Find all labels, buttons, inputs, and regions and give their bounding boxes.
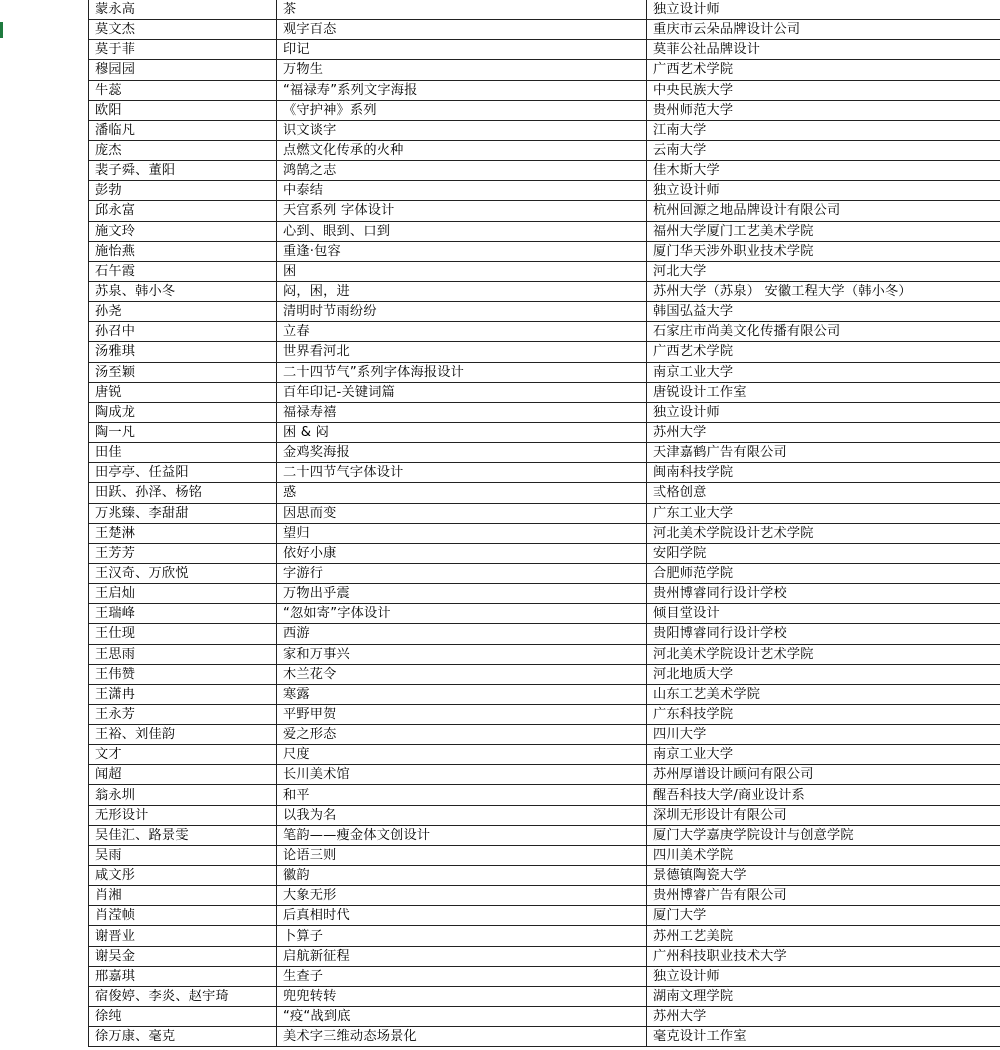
table-row [89, 805, 1000, 825]
organization-cell[interactable]: 河北美术学院设计艺术学院 [647, 644, 1000, 664]
name-cell[interactable]: 无形设计 [89, 805, 277, 825]
organization-cell[interactable]: 天津嘉鹤广告有限公司 [647, 443, 1000, 463]
name-cell[interactable]: 万兆臻、李甜甜 [89, 503, 277, 523]
name-cell[interactable]: 宿俊婷、李炎、赵宇琦 [89, 986, 277, 1006]
organization-cell[interactable]: 贵阳博睿同行设计学校 [647, 624, 1000, 644]
name-cell[interactable]: 吴雨 [89, 845, 277, 865]
work-title-cell[interactable]: 万物出乎震 [277, 584, 647, 604]
work-title-cell[interactable]: 清明时节雨纷纷 [277, 302, 647, 322]
name-cell[interactable]: 穆园园 [89, 60, 277, 80]
table-row [89, 906, 1000, 926]
table-row [89, 725, 1000, 745]
work-title-cell[interactable]: 平野甲贺 [277, 704, 647, 724]
organization-cell[interactable]: 南京工业大学 [647, 362, 1000, 382]
work-title-cell[interactable]: 依好小康 [277, 543, 647, 563]
organization-cell[interactable]: 河北美术学院设计艺术学院 [647, 523, 1000, 543]
organization-cell[interactable]: 河北大学 [647, 261, 1000, 281]
work-title-cell[interactable]: “疫“战到底 [277, 1007, 647, 1027]
organization-cell[interactable]: 四川美术学院 [647, 845, 1000, 865]
work-title-cell[interactable]: 二十四节气”系列字体海报设计 [277, 362, 647, 382]
table-row [89, 140, 1000, 160]
organization-cell[interactable]: 独立设计师 [647, 181, 1000, 201]
work-title-cell[interactable]: 困 [277, 261, 647, 281]
name-cell[interactable]: 王仕现 [89, 624, 277, 644]
work-title-cell[interactable]: 百年印记-关键词篇 [277, 382, 647, 402]
work-title-cell[interactable]: 家和万事兴 [277, 644, 647, 664]
name-cell[interactable]: 咸文彤 [89, 866, 277, 886]
table-row [89, 604, 1000, 624]
organization-cell[interactable]: 重庆市云朵品牌设计公司 [647, 20, 1000, 40]
name-cell[interactable]: 石午霞 [89, 261, 277, 281]
organization-cell[interactable]: 贵州博睿广告有限公司 [647, 886, 1000, 906]
table-row [89, 241, 1000, 261]
active-row-marker [0, 22, 3, 38]
name-cell[interactable]: 邱永富 [89, 201, 277, 221]
name-cell[interactable]: 蒙永高 [89, 0, 277, 20]
table-row [89, 181, 1000, 201]
work-title-cell[interactable]: 笔韵——瘦金体文创设计 [277, 825, 647, 845]
table-row [89, 281, 1000, 301]
work-title-cell[interactable]: 长川美术馆 [277, 765, 647, 785]
work-title-cell[interactable]: 和平 [277, 785, 647, 805]
table-body [89, 0, 1000, 1047]
table-row [89, 40, 1000, 60]
table-row [89, 704, 1000, 724]
table-row [89, 221, 1000, 241]
organization-cell[interactable]: 福州大学厦门工艺美术学院 [647, 221, 1000, 241]
name-cell[interactable]: 潘临凡 [89, 120, 277, 140]
table-row [89, 463, 1000, 483]
name-cell[interactable]: 闻超 [89, 765, 277, 785]
work-title-cell[interactable]: 字游行 [277, 563, 647, 583]
name-cell[interactable]: 徐纯 [89, 1007, 277, 1027]
name-cell[interactable]: 王永芳 [89, 704, 277, 724]
organization-cell[interactable]: 苏州工艺美院 [647, 926, 1000, 946]
table-row [89, 825, 1000, 845]
organization-cell[interactable]: 唐锐设计工作室 [647, 382, 1000, 402]
organization-cell[interactable]: 弎格创意 [647, 483, 1000, 503]
name-cell[interactable]: 汤雅琪 [89, 342, 277, 362]
organization-cell[interactable]: 河北地质大学 [647, 664, 1000, 684]
work-title-cell[interactable]: 福禄寿禧 [277, 402, 647, 422]
work-title-cell[interactable]: 心到、眼到、口到 [277, 221, 647, 241]
name-cell[interactable]: 唐锐 [89, 382, 277, 402]
name-cell[interactable]: 施怡燕 [89, 241, 277, 261]
name-cell[interactable]: 牛蕊 [89, 80, 277, 100]
work-title-cell[interactable]: “福禄寿”系列文字海报 [277, 80, 647, 100]
name-cell[interactable]: 陶一凡 [89, 422, 277, 442]
name-cell[interactable]: 王瑞峰 [89, 604, 277, 624]
table-row [89, 845, 1000, 865]
organization-cell[interactable]: 广西艺术学院 [647, 60, 1000, 80]
name-cell[interactable]: 田亭亭、任益阳 [89, 463, 277, 483]
name-cell[interactable]: 莫于菲 [89, 40, 277, 60]
name-cell[interactable]: 王裕、刘佳韵 [89, 725, 277, 745]
work-title-cell[interactable]: 徽韵 [277, 866, 647, 886]
table-row [89, 483, 1000, 503]
table-row [89, 402, 1000, 422]
work-title-cell[interactable]: 兜兜转转 [277, 986, 647, 1006]
table-row [89, 966, 1000, 986]
organization-cell[interactable]: 湖南文理学院 [647, 986, 1000, 1006]
table-row [89, 443, 1000, 463]
table-row [89, 584, 1000, 604]
name-cell[interactable]: 田跃、孙泽、杨铭 [89, 483, 277, 503]
name-cell[interactable]: 莫文杰 [89, 20, 277, 40]
name-cell[interactable]: 翁永圳 [89, 785, 277, 805]
organization-cell[interactable]: 江南大学 [647, 120, 1000, 140]
table-row [89, 684, 1000, 704]
organization-cell[interactable]: 广东工业大学 [647, 503, 1000, 523]
organization-cell[interactable]: 四川大学 [647, 725, 1000, 745]
name-cell[interactable]: 王潇冉 [89, 684, 277, 704]
table-row [89, 765, 1000, 785]
work-title-cell[interactable]: 金鸡奖海报 [277, 443, 647, 463]
work-title-cell[interactable]: 茶 [277, 0, 647, 20]
work-title-cell[interactable]: 点燃文化传承的火种 [277, 140, 647, 160]
work-title-cell[interactable]: 闷，困，进 [277, 281, 647, 301]
work-title-cell[interactable]: 尺度 [277, 745, 647, 765]
work-title-cell[interactable]: 印记 [277, 40, 647, 60]
table-row [89, 0, 1000, 20]
work-title-cell[interactable]: 重逢·包容 [277, 241, 647, 261]
organization-cell[interactable]: 南京工业大学 [647, 745, 1000, 765]
work-title-cell[interactable]: 生查子 [277, 966, 647, 986]
name-cell[interactable]: 邢嘉琪 [89, 966, 277, 986]
work-title-cell[interactable]: 万物生 [277, 60, 647, 80]
organization-cell[interactable]: 厦门大学 [647, 906, 1000, 926]
work-title-cell[interactable]: 西游 [277, 624, 647, 644]
table-row [89, 342, 1000, 362]
work-title-cell[interactable]: 美术字三维动态场景化 [277, 1027, 647, 1047]
organization-cell[interactable]: 深圳无形设计有限公司 [647, 805, 1000, 825]
organization-cell[interactable]: 广州科技职业技术大学 [647, 946, 1000, 966]
organization-cell[interactable]: 佳木斯大学 [647, 161, 1000, 181]
work-title-cell[interactable]: 木兰花令 [277, 664, 647, 684]
table-row [89, 1027, 1000, 1047]
name-cell[interactable]: 欧阳 [89, 100, 277, 120]
name-cell[interactable]: 肖滢帧 [89, 906, 277, 926]
table-row [89, 422, 1000, 442]
participant-table [88, 0, 1000, 1047]
organization-cell[interactable]: 广西艺术学院 [647, 342, 1000, 362]
organization-cell[interactable]: 安阳学院 [647, 543, 1000, 563]
name-cell[interactable]: 谢吴金 [89, 946, 277, 966]
name-cell[interactable]: 庞杰 [89, 140, 277, 160]
table-row [89, 644, 1000, 664]
table-row [89, 60, 1000, 80]
organization-cell[interactable]: 韩国弘益大学 [647, 302, 1000, 322]
work-title-cell[interactable]: “忽如寄”字体设计 [277, 604, 647, 624]
name-cell[interactable]: 王汉奇、万欣悦 [89, 563, 277, 583]
work-title-cell[interactable]: 天宫系列 字体设计 [277, 201, 647, 221]
work-title-cell[interactable]: 后真相时代 [277, 906, 647, 926]
table-row [89, 745, 1000, 765]
table-row [89, 161, 1000, 181]
organization-cell[interactable]: 广东科技学院 [647, 704, 1000, 724]
work-title-cell[interactable]: 观字百态 [277, 20, 647, 40]
work-title-cell[interactable]: 因思而变 [277, 503, 647, 523]
name-cell[interactable]: 陶成龙 [89, 402, 277, 422]
name-cell[interactable]: 吴佳汇、路景雯 [89, 825, 277, 845]
table-row [89, 523, 1000, 543]
organization-cell[interactable]: 山东工艺美术学院 [647, 684, 1000, 704]
work-title-cell[interactable]: 中泰结 [277, 181, 647, 201]
name-cell[interactable]: 王启灿 [89, 584, 277, 604]
organization-cell[interactable]: 醒吾科技大学/商业设计系 [647, 785, 1000, 805]
table-row [89, 624, 1000, 644]
organization-cell[interactable]: 苏州大学（苏泉） 安徽工程大学（韩小冬） [647, 281, 1000, 301]
organization-cell[interactable]: 苏州大学 [647, 1007, 1000, 1027]
table-row [89, 261, 1000, 281]
organization-cell[interactable]: 云南大学 [647, 140, 1000, 160]
name-cell[interactable]: 彭勃 [89, 181, 277, 201]
work-title-cell[interactable]: 爱之形态 [277, 725, 647, 745]
work-title-cell[interactable]: 论语三则 [277, 845, 647, 865]
organization-cell[interactable]: 贵州师范大学 [647, 100, 1000, 120]
organization-cell[interactable]: 莫菲公社品牌设计 [647, 40, 1000, 60]
work-title-cell[interactable]: 卜算子 [277, 926, 647, 946]
name-cell[interactable]: 王芳芳 [89, 543, 277, 563]
name-cell[interactable]: 王伟赞 [89, 664, 277, 684]
name-cell[interactable]: 文才 [89, 745, 277, 765]
table-row [89, 503, 1000, 523]
work-title-cell[interactable]: 识文谈字 [277, 120, 647, 140]
organization-cell[interactable]: 厦门华天涉外职业技术学院 [647, 241, 1000, 261]
name-cell[interactable]: 王楚淋 [89, 523, 277, 543]
work-title-cell[interactable]: 鸿鹄之志 [277, 161, 647, 181]
name-cell[interactable]: 谢晋业 [89, 926, 277, 946]
table-row [89, 20, 1000, 40]
work-title-cell[interactable]: 立春 [277, 322, 647, 342]
work-title-cell[interactable]: 二十四节气字体设计 [277, 463, 647, 483]
table-row [89, 201, 1000, 221]
table-row [89, 946, 1000, 966]
table-row [89, 866, 1000, 886]
organization-cell[interactable]: 苏州厚谱设计顾问有限公司 [647, 765, 1000, 785]
table-row [89, 120, 1000, 140]
table-row [89, 80, 1000, 100]
table-row [89, 322, 1000, 342]
table-row [89, 785, 1000, 805]
name-cell[interactable]: 孙尧 [89, 302, 277, 322]
organization-cell[interactable]: 中央民族大学 [647, 80, 1000, 100]
table-row [89, 926, 1000, 946]
organization-cell[interactable]: 独立设计师 [647, 966, 1000, 986]
table-row [89, 986, 1000, 1006]
name-cell[interactable]: 王思雨 [89, 644, 277, 664]
table-row [89, 563, 1000, 583]
table-row [89, 382, 1000, 402]
organization-cell[interactable]: 厦门大学嘉庚学院设计与创意学院 [647, 825, 1000, 845]
table-row [89, 543, 1000, 563]
work-title-cell[interactable]: 望归 [277, 523, 647, 543]
work-title-cell[interactable]: 惑 [277, 483, 647, 503]
organization-cell[interactable]: 独立设计师 [647, 0, 1000, 20]
name-cell[interactable]: 苏泉、韩小冬 [89, 281, 277, 301]
name-cell[interactable]: 徐万康、毫克 [89, 1027, 277, 1047]
organization-cell[interactable]: 倾目堂设计 [647, 604, 1000, 624]
work-title-cell[interactable]: 世界看河北 [277, 342, 647, 362]
name-cell[interactable]: 田佳 [89, 443, 277, 463]
organization-cell[interactable]: 闽南科技学院 [647, 463, 1000, 483]
name-cell[interactable]: 孙召中 [89, 322, 277, 342]
organization-cell[interactable]: 独立设计师 [647, 402, 1000, 422]
name-cell[interactable]: 裴子舜、董阳 [89, 161, 277, 181]
organization-cell[interactable]: 苏州大学 [647, 422, 1000, 442]
organization-cell[interactable]: 石家庄市尚美文化传播有限公司 [647, 322, 1000, 342]
work-title-cell[interactable]: 以我为名 [277, 805, 647, 825]
name-cell[interactable]: 肖湘 [89, 886, 277, 906]
name-cell[interactable]: 汤至颖 [89, 362, 277, 382]
table-row [89, 886, 1000, 906]
table-row [89, 100, 1000, 120]
work-title-cell[interactable]: 启航新征程 [277, 946, 647, 966]
table-row [89, 664, 1000, 684]
organization-cell[interactable]: 景德镇陶瓷大学 [647, 866, 1000, 886]
work-title-cell[interactable]: 《守护神》系列 [277, 100, 647, 120]
table-row [89, 362, 1000, 382]
name-cell[interactable]: 施文玲 [89, 221, 277, 241]
work-title-cell[interactable]: 大象无形 [277, 886, 647, 906]
work-title-cell[interactable]: 困 & 闷 [277, 422, 647, 442]
organization-cell[interactable]: 合肥师范学院 [647, 563, 1000, 583]
table-row [89, 302, 1000, 322]
organization-cell[interactable]: 毫克设计工作室 [647, 1027, 1000, 1047]
organization-cell[interactable]: 杭州回源之地品牌设计有限公司 [647, 201, 1000, 221]
work-title-cell[interactable]: 寒露 [277, 684, 647, 704]
table-row [89, 1007, 1000, 1027]
organization-cell[interactable]: 贵州博睿同行设计学校 [647, 584, 1000, 604]
